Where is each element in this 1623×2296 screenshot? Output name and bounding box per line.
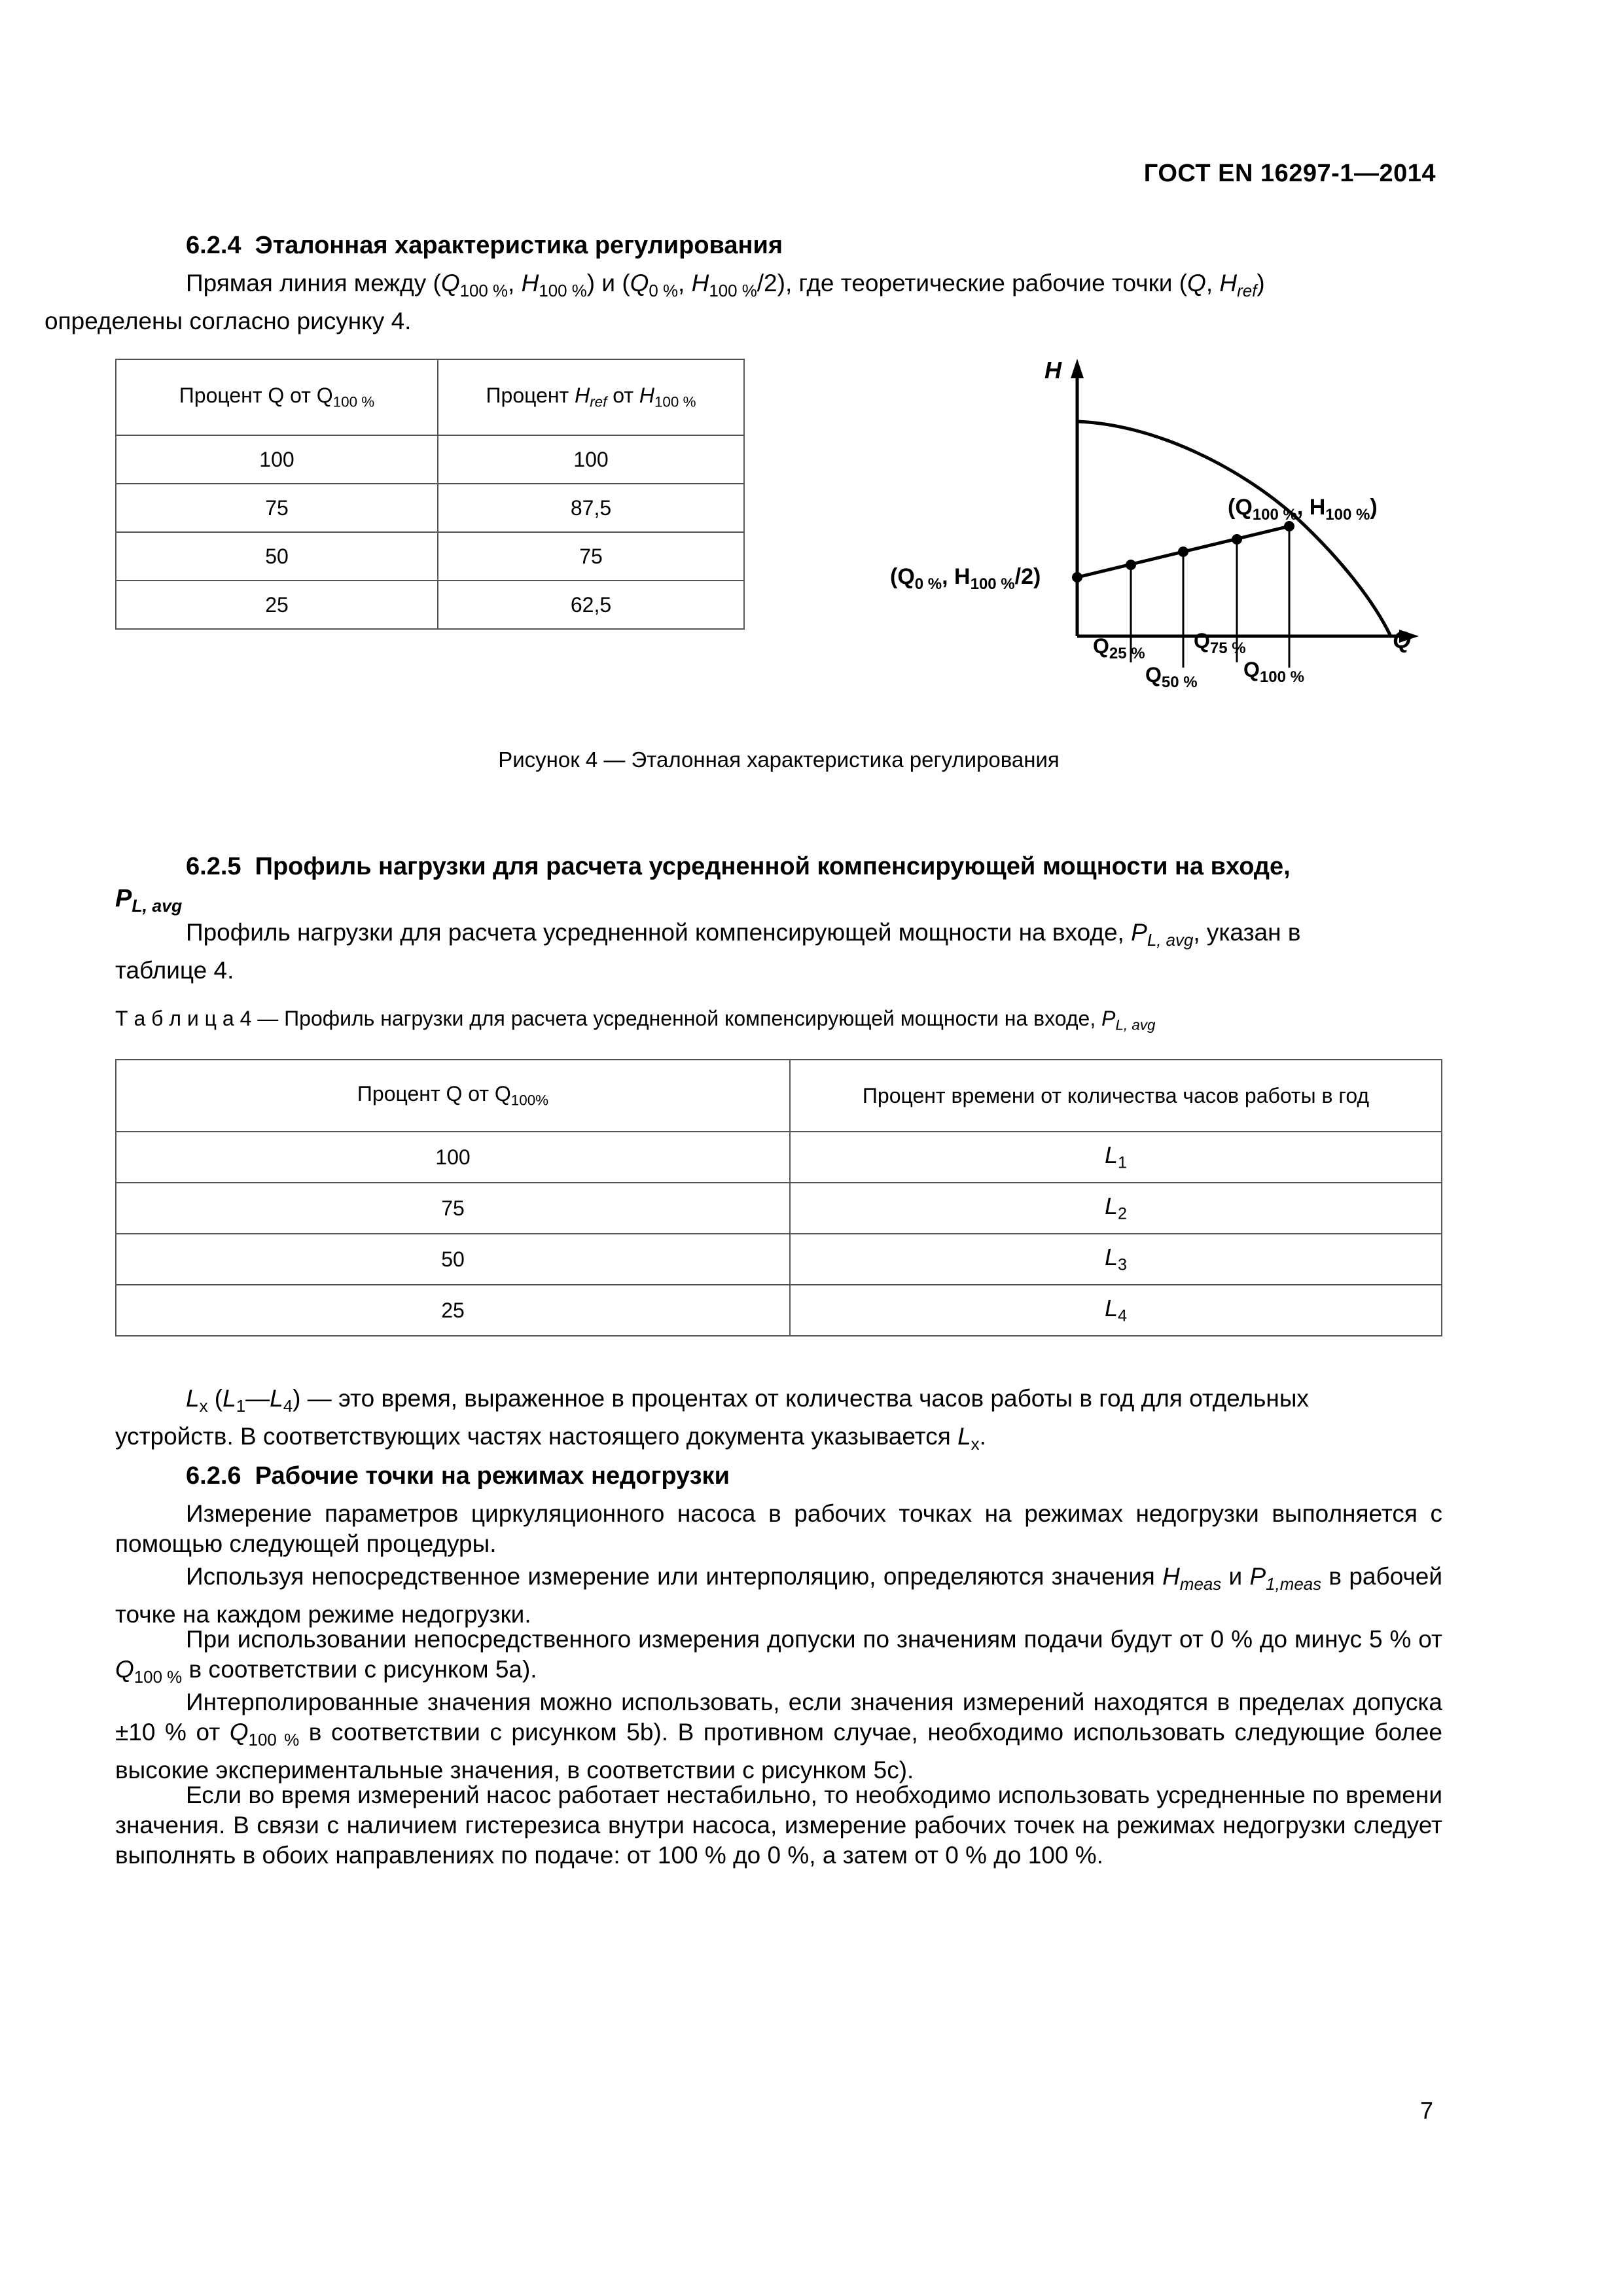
label-q100: $Q_{100 \%}$ <box>1243 658 1304 686</box>
section-6-2-6-paragraph-5: Если во время измерений насос работает нестабильно, то необходимо использовать усредненные по времени значения. В связи с наличием гистерезиса внутри насоса, измерение рабочих точек на режимах недогрузки следует выполнять в обоих направлениях по подаче: от 100 % до 0 %, а затем от 0 % до 100 %. <box>115 1782 1442 1869</box>
table-header-cell: Процент Q от $Q_{100 \%}$ <box>116 359 438 435</box>
table-row: 25 62,5 <box>116 581 744 629</box>
figure-4-diagram <box>870 340 1479 707</box>
section-6-2-6-paragraph-2: Используя непосредственное измерение или интерполяцию, определяются значения $H_{meas}$ и $P_{1,meas}$ в рабочей точке на каждом режиме недогрузки. <box>115 1563 1442 1628</box>
table-row: 75 87,5 <box>116 484 744 532</box>
label-q0-h100-half: ($Q_{0 \%}$, $H_{100 \%}/2$) <box>890 564 1041 593</box>
table-header-cell: Процент Q от $Q_{100\%}$ <box>116 1060 790 1132</box>
section-6-2-6-paragraph-4: Интерполированные значения можно использовать, если значения измерений находятся в пределах допуска ±10 % от $Q_{100 \%}$ в соответствии с рисунком 5b). В противном случае, необходимо использовать следующие более высокие экспериментальные значения, в соответствии с рисунком 5c). <box>115 1689 1442 1784</box>
table-row: 25 $L_4$ <box>116 1285 1442 1336</box>
axis-label-q: Q <box>1393 626 1412 653</box>
section-6-2-5-symbol: $P_{L, avg}$ <box>115 885 183 916</box>
table-row: 100 100 <box>116 435 744 484</box>
y-axis-arrow <box>1071 359 1084 378</box>
label-q75: $Q_{75 \%}$ <box>1194 629 1246 657</box>
section-title: Эталонная характеристика регулирования <box>255 232 783 259</box>
label-q100-h100: ($Q_{100 \%}$, $H_{100 \%}$) <box>1228 495 1378 524</box>
load-profile-table <box>115 1059 1442 1336</box>
section-6-2-4-paragraph: Прямая линия между ($Q_{100 \%}$, $H_{100 \%}$) и ($Q_{0 \%}$, $H_{100 \%}/2$), где теоретические рабочие точки (Q, $H_{ref}$) определены согласно рисунку 4. <box>45 270 1265 334</box>
section-6-2-6-paragraph-3: При использовании непосредственного измерения допуски по значениям подачи будут от 0 % до минус 5 % от $Q_{100 \%}$ в соответствии с рисунком 5а). <box>115 1626 1442 1687</box>
document-id-header: ГОСТ EN 16297-1—2014 <box>1143 160 1436 187</box>
label-q50: $Q_{50 \%}$ <box>1145 663 1198 691</box>
table-4-title: Т а б л и ц а 4 — Профиль нагрузки для расчета усредненной компенсирующей мощности на входе, $P_{L, avg}$ <box>115 1007 1156 1033</box>
section-number: 6.2.4 <box>186 232 241 259</box>
section-6-2-6-heading: 6.2.6 Рабочие точки на режимах недогрузки <box>186 1462 730 1490</box>
table-row: 50 $L_3$ <box>116 1234 1442 1285</box>
section-6-2-5-paragraph: Профиль нагрузки для расчета усредненной компенсирующей мощности на входе, $P_{L, avg}$, указан в таблице 4. <box>115 919 1301 984</box>
section-6-2-6-paragraph-1: Измерение параметров циркуляционного насоса в рабочих точках на режимах недогрузки выполняется с помощью следующей процедуры. <box>115 1500 1442 1557</box>
section-6-2-5-heading: 6.2.5 Профиль нагрузки для расчета усредненной компенсирующей мощности на входе, <box>186 853 1291 880</box>
table-row: 50 75 <box>116 532 744 581</box>
page-number: 7 <box>1419 2097 1433 2124</box>
axis-label-h: H <box>1044 357 1061 384</box>
pump-curve <box>1077 422 1391 636</box>
lx-note-paragraph: $L_x$ $(L_1—L_4)$ — это время, выраженное в процентах от количества часов работы в год для отдельных устройств. В соответствующих частях настоящего документа указывается $L_x$. <box>115 1385 1309 1454</box>
table-row: 100 $L_1$ <box>116 1132 1442 1183</box>
label-q25: $Q_{25 \%}$ <box>1093 634 1145 662</box>
table-header-cell: Процент $H_{ref}$ от $H_{100 \%}$ <box>438 359 744 435</box>
point-q0 <box>1072 572 1082 583</box>
section-6-2-4-heading <box>186 232 783 260</box>
table-header-cell: Процент времени от количества часов работы в год <box>790 1060 1442 1132</box>
figure-4-caption: Рисунок 4 — Эталонная характеристика регулирования <box>498 747 1060 772</box>
reference-table <box>115 359 745 630</box>
table-row: 75 $L_2$ <box>116 1183 1442 1234</box>
